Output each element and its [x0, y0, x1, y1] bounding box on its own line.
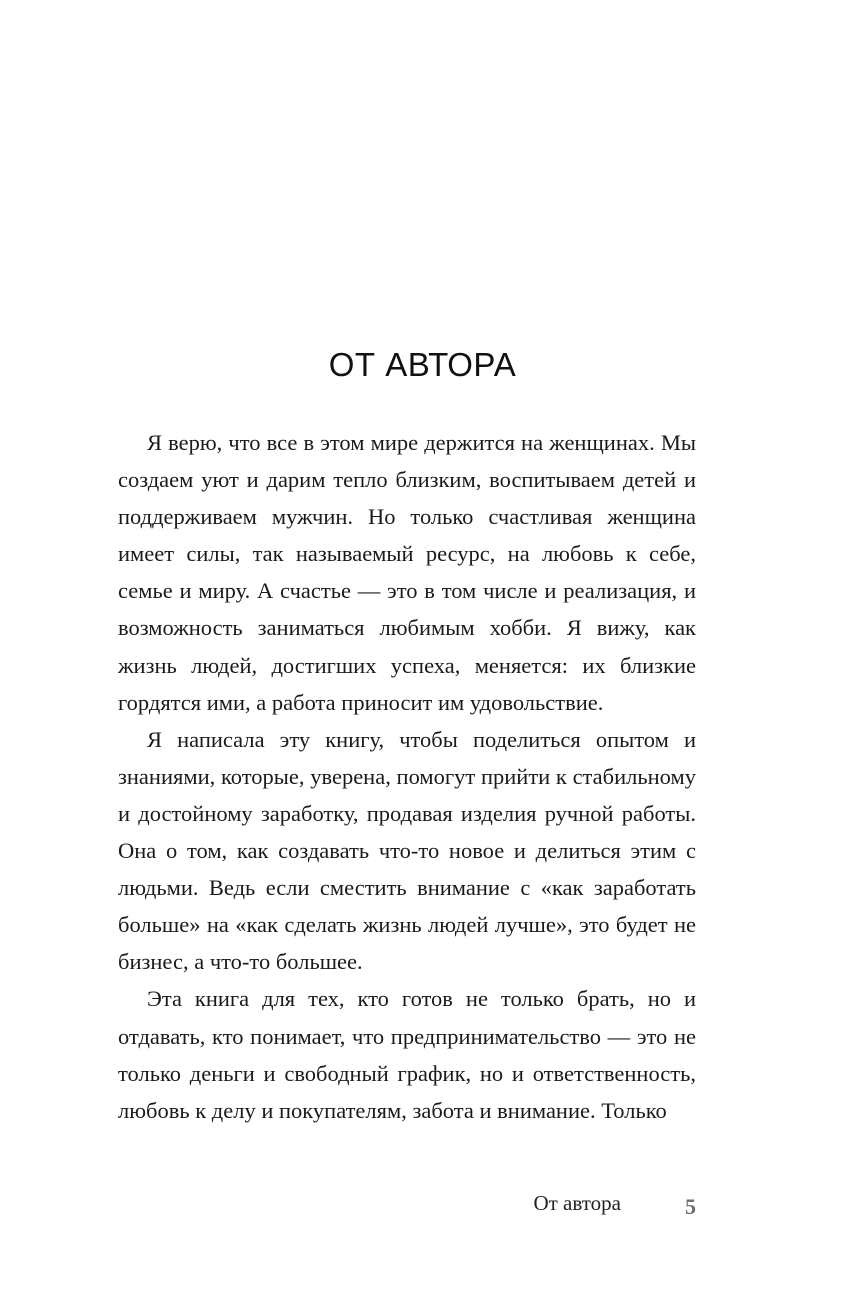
body-text [118, 424, 696, 1129]
paragraph-1: Я верю, что все в этом мире держится на женщинах. Мы создаем уют и дарим тепло близким, воспитываем детей и поддерживаем мужчин. Но только счастливая женщина имеет силы, так называемый ресурс, на любовь к себе, семье и миру. А счастье — это в том числе и реализация, и возможность заниматься любимым хобби. Я вижу, как жизнь людей, достигших успеха, меняется: их близкие гордятся ими, а работа приносит им удовольствие. [118, 430, 696, 715]
paragraph-2: Я написала эту книгу, чтобы поделиться опытом и знаниями, которые, уверена, помогут прийти к стабильному и достойному заработку, продавая изделия ручной работы. Она о том, как создавать что-то новое и делиться этим с людьми. Ведь если сместить внимание с «как заработать больше» на «как сделать жизнь людей лучше», это будет не бизнес, а что-то большее. [118, 726, 696, 975]
page-number: 5 [685, 1194, 696, 1219]
paragraph-3: Эта книга для тех, кто готов не только брать, но и отдавать, кто понимает, что предпринимательство — это не только деньги и свободный график, но и ответственность, любовь к делу и покупателям, забота и внимание. Только [118, 986, 696, 1123]
running-footer-title: От автора [533, 1191, 621, 1215]
chapter-title: ОТ АВТОРА [328, 346, 517, 383]
